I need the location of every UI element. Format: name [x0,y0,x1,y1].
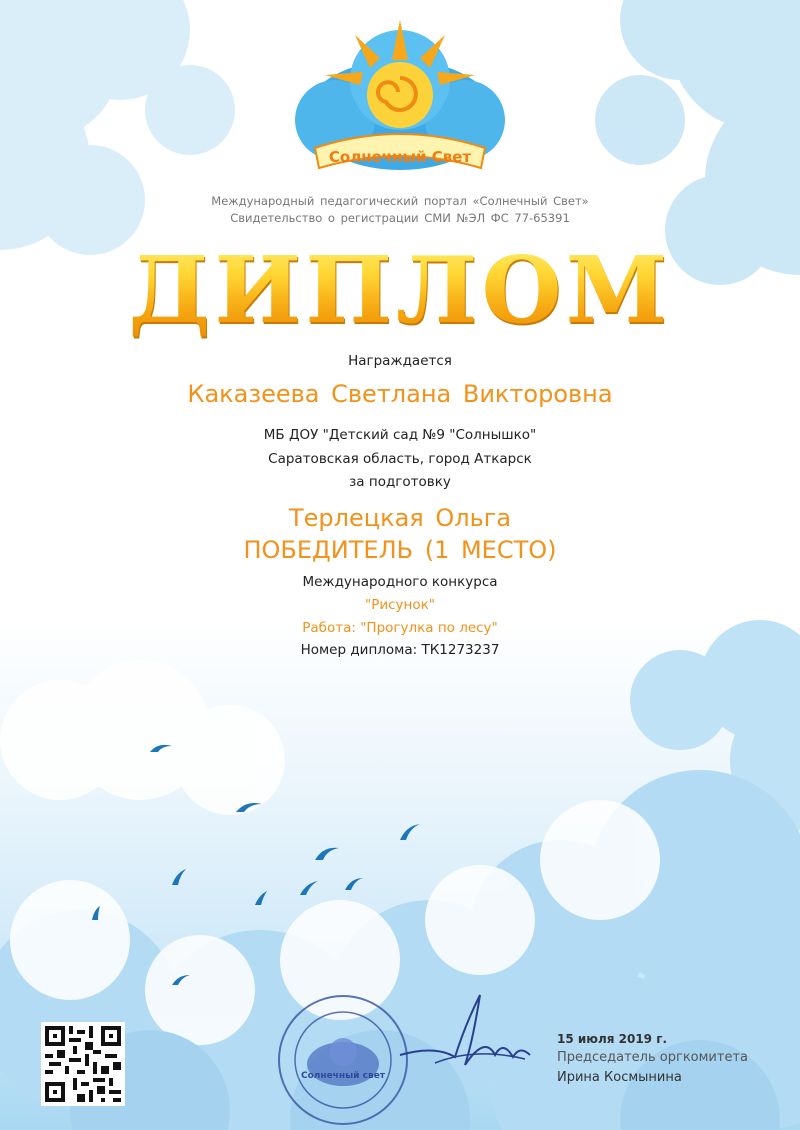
place-award: ПОБЕДИТЕЛЬ (1 МЕСТО) [243,536,557,564]
organization-stamp [273,990,413,1130]
svg-text:Солнечный свет: Солнечный свет [300,1071,386,1081]
signer-name: Ирина Космынина [557,1070,682,1085]
portal-line: Международный педагогический портал «Солнечный Свет» [211,194,589,208]
svg-text:Солнечный Свет: Солнечный Свет [328,148,472,166]
registration-line: Свидетельство о регистрации СМИ №ЭЛ ФС 77-65391 [230,211,570,225]
organization: МБ ДОУ "Детский сад №9 "Солнышко" [263,427,537,443]
contest-name: "Рисунок" [365,597,435,613]
contest-label: Международного конкурса [302,574,498,590]
work-title: Работа: "Прогулка по лесу" [302,620,498,636]
signer-position: Председатель оргкомитета [557,1050,748,1065]
diploma-title: ДИПЛОМ [0,236,800,344]
recipient-name: Каказеева Светлана Викторовна [187,380,613,408]
diploma-number: Номер диплома: ТК1273237 [300,642,500,658]
sun-logo [285,20,515,180]
student-name: Терлецкая Ольга [288,504,512,532]
issue-date: 15 июля 2019 г. [557,1032,668,1046]
location: Саратовская область, город Аткарск [268,451,532,467]
qr-code [41,1022,125,1106]
awarded-label: Награждается [348,353,452,369]
signature [395,985,535,1080]
for-text: за подготовку [349,474,451,490]
